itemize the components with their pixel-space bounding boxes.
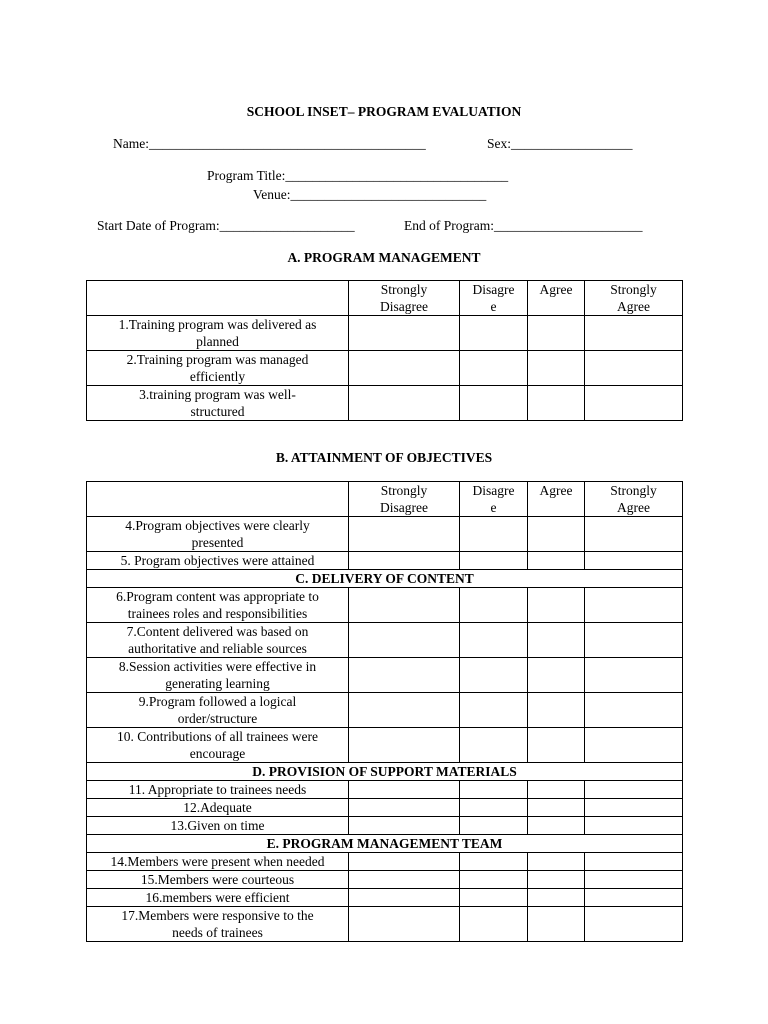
rating-cell[interactable] [528, 623, 585, 658]
col-disagree: Disagre e [460, 482, 528, 517]
rating-cell[interactable] [349, 693, 460, 728]
item-label: 13.Given on time [87, 817, 349, 835]
rating-cell[interactable] [460, 517, 528, 552]
table-row [87, 871, 683, 889]
rating-cell[interactable] [349, 552, 460, 570]
rating-cell[interactable] [585, 588, 683, 623]
section-e-title: E. PROGRAM MANAGEMENT TEAM [87, 835, 683, 853]
venue-field[interactable]: Venue:_____________________________ [253, 187, 487, 202]
col-strongly-agree: Strongly Agree [585, 281, 683, 316]
program-title-field[interactable]: Program Title:_________________________________ [207, 168, 509, 183]
rating-cell[interactable] [585, 871, 683, 889]
rating-cell[interactable] [528, 588, 585, 623]
rating-cell[interactable] [528, 517, 585, 552]
rating-cell[interactable] [460, 871, 528, 889]
table-row [87, 693, 683, 728]
item-label: 15.Members were courteous [87, 871, 349, 889]
table-row [87, 817, 683, 835]
rating-cell[interactable] [528, 693, 585, 728]
col-strongly-disagree: Strongly Disagree [349, 482, 460, 517]
rating-cell[interactable] [460, 693, 528, 728]
rating-cell[interactable] [349, 351, 460, 386]
item-label: 6.Program content was appropriate to trainees roles and responsibilities [87, 588, 349, 623]
rating-cell[interactable] [349, 588, 460, 623]
rating-cell[interactable] [528, 889, 585, 907]
section-d-row [87, 763, 683, 781]
table-row [87, 517, 683, 552]
item-label: 10. Contributions of all trainees were encourage [87, 728, 349, 763]
rating-cell[interactable] [528, 552, 585, 570]
table-row [87, 728, 683, 763]
rating-cell[interactable] [349, 871, 460, 889]
rating-cell[interactable] [460, 386, 528, 421]
item-label: 5. Program objectives were attained [87, 552, 349, 570]
table-row [87, 853, 683, 871]
rating-cell[interactable] [528, 871, 585, 889]
rating-cell[interactable] [585, 552, 683, 570]
item-label: 4.Program objectives were clearly presented [87, 517, 349, 552]
section-c-title: C. DELIVERY OF CONTENT [87, 570, 683, 588]
rating-cell[interactable] [349, 781, 460, 799]
name-field[interactable]: Name:_________________________________________ [113, 136, 426, 151]
rating-cell[interactable] [349, 853, 460, 871]
rating-cell[interactable] [349, 658, 460, 693]
rating-cell[interactable] [585, 517, 683, 552]
rating-cell[interactable] [460, 799, 528, 817]
col-strongly-agree: Strongly Agree [585, 482, 683, 517]
item-label: 2.Training program was managed efficiently [87, 351, 349, 386]
item-label: 9.Program followed a logical order/structure [87, 693, 349, 728]
header-row [87, 482, 683, 517]
col-agree: Agree [528, 281, 585, 316]
rating-cell[interactable] [460, 781, 528, 799]
rating-cell[interactable] [460, 728, 528, 763]
end-date-field[interactable]: End of Program:______________________ [404, 218, 643, 233]
table-row [87, 799, 683, 817]
table-row [87, 889, 683, 907]
rating-cell[interactable] [585, 799, 683, 817]
form-title: SCHOOL INSET– PROGRAM EVALUATION [246, 104, 522, 119]
evaluation-table [86, 481, 683, 942]
rating-cell[interactable] [460, 658, 528, 693]
rating-cell[interactable] [349, 728, 460, 763]
rating-cell[interactable] [585, 351, 683, 386]
item-label: 14.Members were present when needed [87, 853, 349, 871]
rating-cell[interactable] [528, 351, 585, 386]
rating-cell[interactable] [528, 316, 585, 351]
rating-cell[interactable] [585, 781, 683, 799]
section-d-title: D. PROVISION OF SUPPORT MATERIALS [87, 763, 683, 781]
rating-cell[interactable] [528, 658, 585, 693]
col-strongly-disagree: Strongly Disagree [349, 281, 460, 316]
table-row [87, 907, 683, 942]
rating-cell[interactable] [460, 907, 528, 942]
table-row [87, 623, 683, 658]
rating-cell[interactable] [460, 889, 528, 907]
rating-cell[interactable] [349, 799, 460, 817]
rating-cell[interactable] [349, 316, 460, 351]
item-label: 16.members were efficient [87, 889, 349, 907]
header-row [87, 281, 683, 316]
item-label: 7.Content delivered was based on authoritative and reliable sources [87, 623, 349, 658]
item-header-cell [87, 482, 349, 517]
rating-cell[interactable] [585, 853, 683, 871]
rating-cell[interactable] [585, 817, 683, 835]
rating-cell[interactable] [585, 658, 683, 693]
rating-cell[interactable] [585, 386, 683, 421]
rating-cell[interactable] [460, 623, 528, 658]
rating-cell[interactable] [528, 853, 585, 871]
table-row [87, 588, 683, 623]
rating-cell[interactable] [528, 907, 585, 942]
rating-cell[interactable] [460, 351, 528, 386]
col-disagree: Disagre e [460, 281, 528, 316]
table-row [87, 351, 683, 386]
item-label: 3.training program was well- structured [87, 386, 349, 421]
table-row [87, 386, 683, 421]
start-date-field[interactable]: Start Date of Program:____________________ [97, 218, 355, 233]
rating-cell[interactable] [585, 623, 683, 658]
rating-cell[interactable] [585, 728, 683, 763]
table-row [87, 552, 683, 570]
program-management-table [86, 280, 683, 421]
rating-cell[interactable] [460, 588, 528, 623]
rating-cell[interactable] [528, 781, 585, 799]
rating-cell[interactable] [460, 817, 528, 835]
table-row [87, 781, 683, 799]
sex-field[interactable]: Sex:__________________ [487, 136, 633, 151]
item-label: 12.Adequate [87, 799, 349, 817]
item-label: 11. Appropriate to trainees needs [87, 781, 349, 799]
rating-cell[interactable] [349, 623, 460, 658]
item-header-cell [87, 281, 349, 316]
table-row [87, 316, 683, 351]
table-row [87, 658, 683, 693]
rating-cell[interactable] [460, 316, 528, 351]
rating-cell[interactable] [349, 386, 460, 421]
section-e-row [87, 835, 683, 853]
rating-cell[interactable] [460, 853, 528, 871]
col-agree: Agree [528, 482, 585, 517]
rating-cell[interactable] [585, 907, 683, 942]
rating-cell[interactable] [528, 728, 585, 763]
section-a-title: A. PROGRAM MANAGEMENT [287, 250, 481, 265]
rating-cell[interactable] [585, 693, 683, 728]
rating-cell[interactable] [349, 817, 460, 835]
rating-cell[interactable] [349, 517, 460, 552]
item-label: 8.Session activities were effective in generating learning [87, 658, 349, 693]
rating-cell[interactable] [349, 907, 460, 942]
rating-cell[interactable] [528, 817, 585, 835]
item-label: 17.Members were responsive to the needs of trainees [87, 907, 349, 942]
rating-cell[interactable] [528, 799, 585, 817]
item-label: 1.Training program was delivered as planned [87, 316, 349, 351]
rating-cell[interactable] [349, 889, 460, 907]
rating-cell[interactable] [585, 889, 683, 907]
rating-cell[interactable] [460, 552, 528, 570]
section-c-row [87, 570, 683, 588]
section-b-title: B. ATTAINMENT OF OBJECTIVES [275, 450, 493, 465]
rating-cell[interactable] [528, 386, 585, 421]
rating-cell[interactable] [585, 316, 683, 351]
